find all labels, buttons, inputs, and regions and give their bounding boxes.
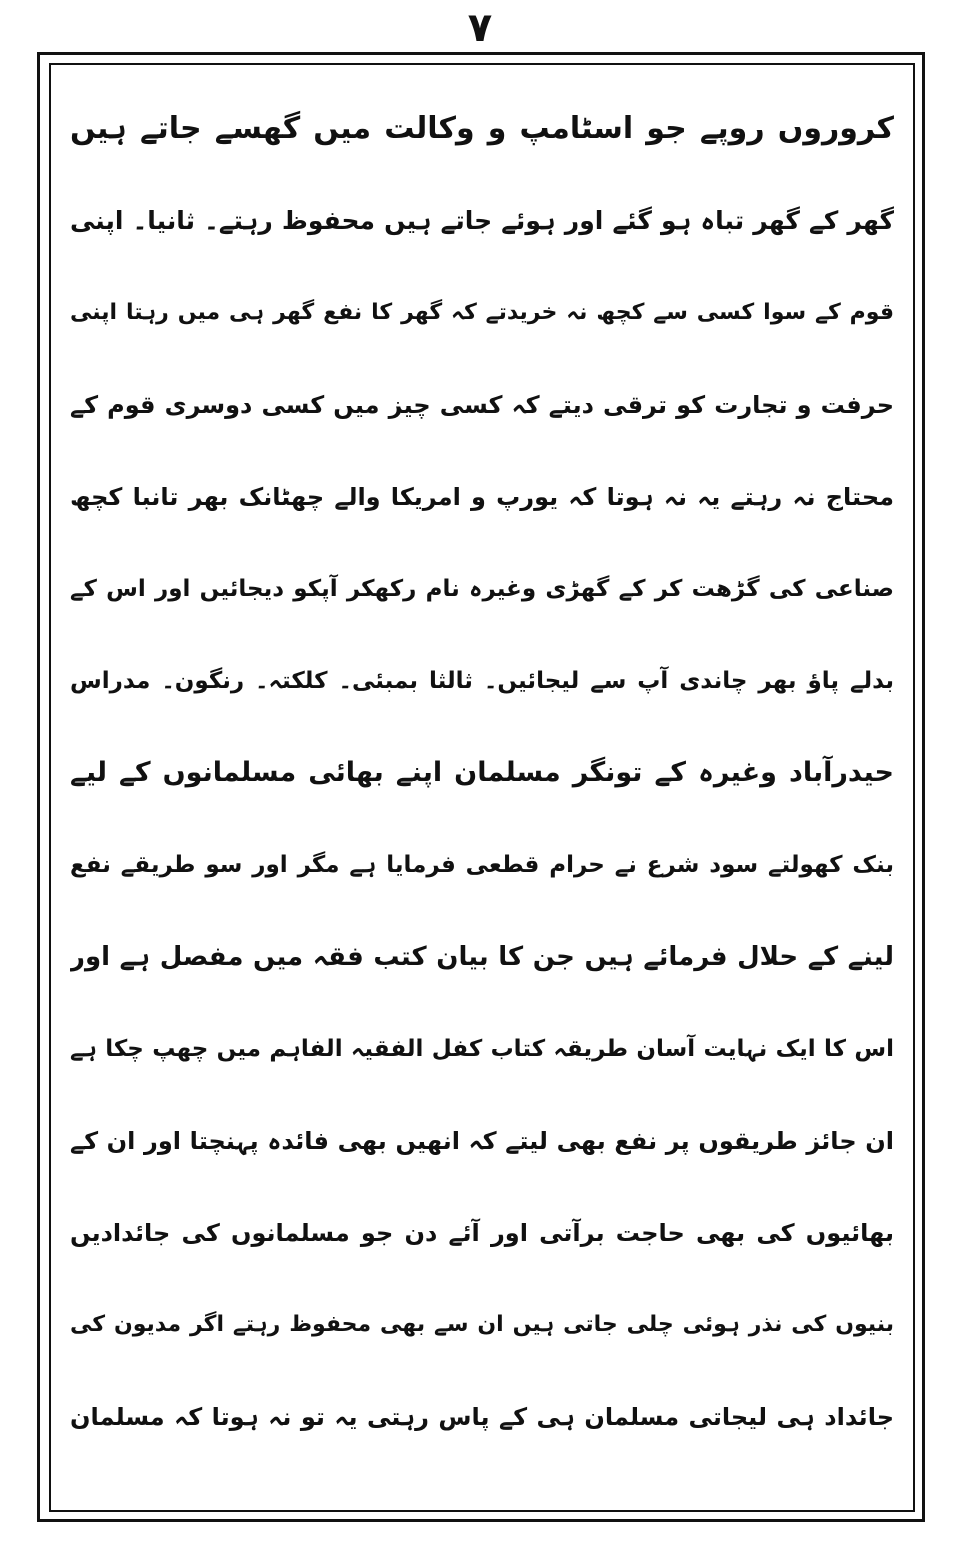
text-line-1: کروروں روپے جو اسٹامپ و وکالت میں گھسے جاتے ہیں [70, 111, 894, 146]
text-line-15: جائداد ہی لیجاتی مسلمان ہی کے پاس رہتی یہ تو نہ ہوتا کہ مسلمان [70, 1403, 894, 1431]
text-line-10: لینے کے حلال فرمائے ہیں جن کا بیان کتب فقہ میں مفصل ہے اور [70, 942, 894, 972]
text-line-6: صناعی کی گڑھت کر کے گھڑی وغیرہ نام رکھکر آپکو دیجائیں اور اس کے [70, 576, 894, 602]
page-number: ۷ [467, 5, 493, 51]
text-line-8: حیدرآباد وغیرہ کے تونگر مسلمان اپنے بھائی مسلمانوں کے لیے [70, 757, 894, 788]
text-line-7: بدلے پاؤ بھر چاندی آپ سے لیجائیں۔ ثالثا بمبئی۔ کلکتہ۔ رنگون۔ مدراس [70, 668, 894, 694]
text-line-3: قوم کے سوا کسی سے کچھ نہ خریدتے کہ گھر کا نفع گھر ہی میں رہتا اپنی [70, 300, 894, 325]
text-line-5: محتاج نہ رہتے یہ نہ ہوتا کہ یورپ و امریکا والے چھٹانک بھر تانبا کچھ [70, 483, 894, 511]
text-line-4: حرفت و تجارت کو ترقی دیتے کہ کسی چیز میں کسی دوسری قوم کے [70, 391, 894, 419]
text-line-13: بھائیوں کی بھی حاجت برآتی اور آئے دن جو مسلمانوں کی جائدادیں [70, 1219, 894, 1247]
page-body [70, 84, 894, 1494]
text-line-9: بنک کھولتے سود شرع نے حرام قطعی فرمایا ہے مگر اور سو طریقے نفع [70, 852, 894, 878]
text-line-12: ان جائز طریقوں پر نفع بھی لیتے کہ انھیں بھی فائدہ پہنچتا اور ان کے [70, 1127, 894, 1155]
text-line-2: گھر کے گھر تباہ ہو گئے اور ہوئے جاتے ہیں محفوظ رہتے۔ ثانیا۔ اپنی [70, 206, 894, 235]
text-line-14: بنیوں کی نذر ہوئی چلی جاتی ہیں ان سے بھی محفوظ رہتے اگر مدیون کی [70, 1312, 894, 1337]
text-line-11: اس کا ایک نہایت آسان طریقہ کتاب کفل الفقیہ الفاہم میں چھپ چکا ہے [70, 1036, 894, 1062]
